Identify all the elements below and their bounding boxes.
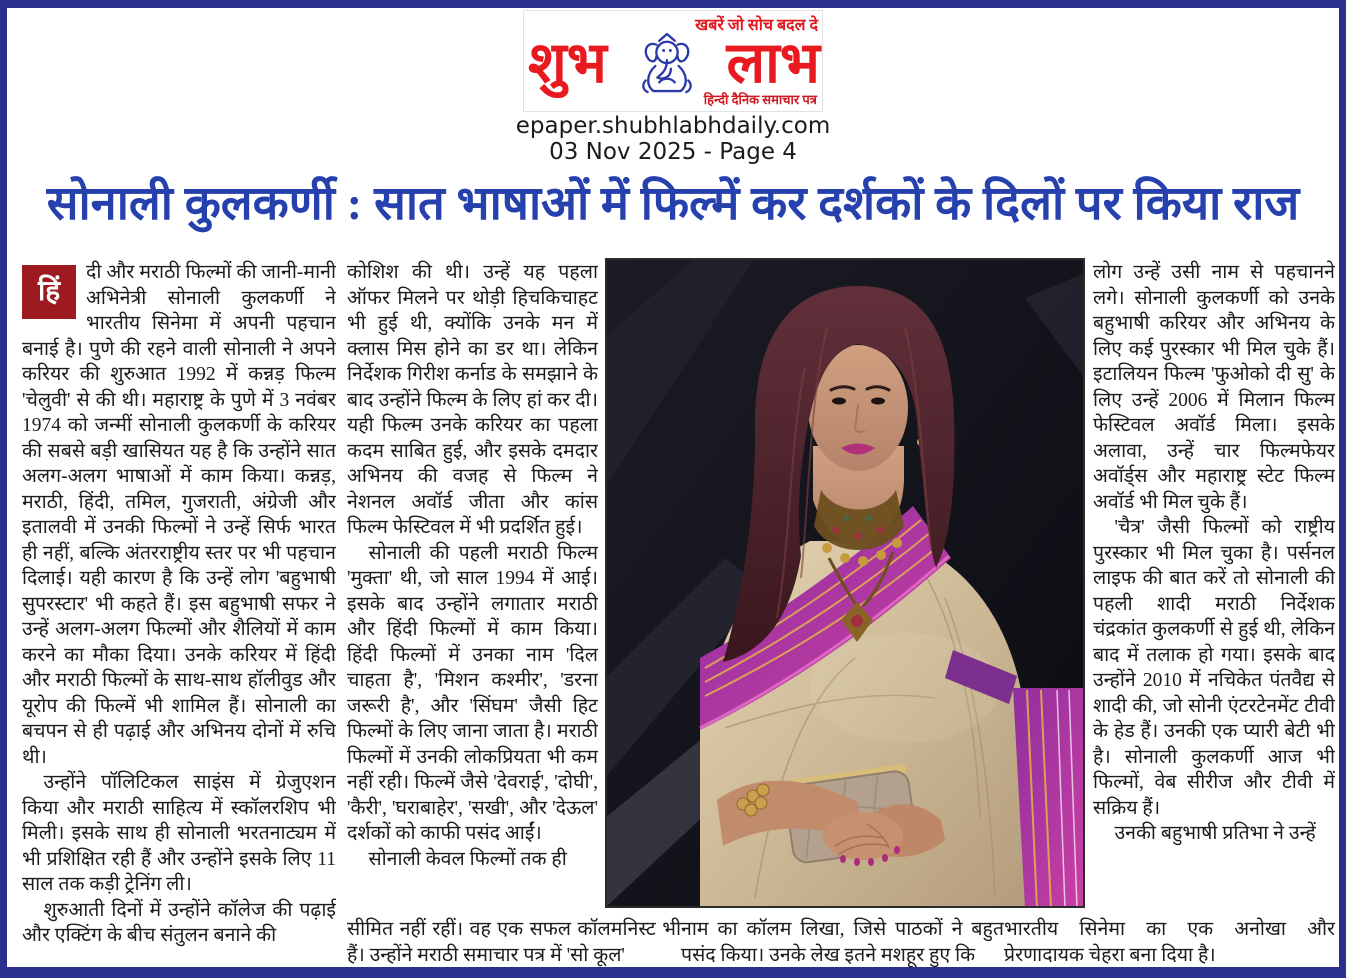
column-1-text [22,260,336,949]
paragraph: सोनाली केवल फिल्मों तक ही [368,848,567,870]
article-photo [605,258,1085,908]
masthead-tagline: खबरें जो सोच बदल दे [695,17,818,34]
paragraph: 'चैत्र' जैसी फिल्मों को राष्ट्रीय पुरस्कार भी मिल चुका है। पर्सनल लाइफ की बात करें तो सोनाली की पहली शादी मराठी निर्देशक चंद्रकांत कुलकर्णी से हुई थी, लेकिन बाद में तलाक हो गया। इसके बाद उन्होंने 2010 में नचिकेत पंतवैद्य से शादी की, जो सोनी एंटरटेनमेंट टीवी के हेड हैं। उनकी एक प्यारी बेटी भी है। सोनाली कुलकर्णी आज भी फिल्मों, वेब सीरीज और टीवी में सक्रिय हैं। [1093,517,1335,819]
column-3-continued: भारतीय सिनेमा का एक अनोखा और प्रेरणादायक चेहरा बना दिया है। [1004,919,1335,966]
article-column-1 [22,260,336,972]
below-photo-text: नाम का कॉलम लिखा, जिसे पाठकों ने बहुत पसंद किया। उनके लेख इतने मशहूर हुए कि [681,919,1004,966]
masthead-title-word1: शुभ [528,32,607,95]
article-column-2 [347,260,598,918]
date-page-line: 03 Nov 2025 - Page 4 [549,139,797,165]
paragraph: उन्होंने पॉलिटिकल साइंस में ग्रेजुएशन किया और मराठी साहित्य में स्कॉलरशिप भी मिली। इसके साथ ही सोनाली भरतनाट्यम में भी प्रशिक्षित रही हैं और उन्होंने इसके लिए 11 साल तक कड़ी ट्रेनिंग ली। [22,772,336,895]
masthead-subtitle: हिन्दी दैनिक समाचार पत्र [703,92,817,107]
paragraph: सोनाली की पहली मराठी फिल्म 'मुक्ता' थी, जो साल 1994 में आई। इसके बाद उन्होंने लगातार मराठी और हिंदी फिल्मों में काम किया। हिंदी फिल्मों में उनका नाम 'दिल चाहता है', 'मिशन कश्मीर', 'डरना जरूरी है', और 'सिंघम' जैसी हिट फिल्मों के लिए जाना जाता है। मराठी फिल्मों में उनकी लोकप्रियता भी कम नहीं रही। फिल्में जैसे 'देवराई', 'दोघी', 'कैरी', 'घराबाहेर', 'सखी', और 'देऊल' दर्शकों को काफी पसंद आईं। [347,542,598,844]
paragraph: उनकी बहुभाषी प्रतिभा ने उन्हें [1114,823,1316,844]
paragraph: कोशिश की थी। उन्हें यह पहला ऑफर मिलने पर थोड़ी हिचकिचाहट भी हुई थी, क्योंकि उनके मन में क्लास मिस होने का डर था। लेकिन निर्देशक गिरीश कर्नाड के समझाने के बाद उन्होंने फिल्म के लिए हां कर दी। यही फिल्म उनके करियर का पहला कदम साबित हुई, और इसके दमदार अभिनय की वजह से फिल्म ने नेशनल अवॉर्ड जीता और कांस फिल्म फेस्टिवल में भी प्रदर्शित हुई। [347,262,598,538]
masthead [523,10,823,112]
column-2-continued: सीमित नहीं रहीं। वह एक सफल कॉलमनिस्ट भी हैं। उन्होंने मराठी समाचार पत्र में 'सो कूल' [347,919,681,966]
masthead-title [528,31,820,97]
ganesha-icon [638,31,696,97]
portrait-illustration [605,258,1085,908]
dropcap: हिं [22,265,76,319]
paragraph: शुरुआती दिनों में उन्होंने कॉलेज की पढ़ाई और एक्टिंग के बीच संतुलन बनाने की [22,899,336,946]
paragraph: दी और मराठी फिल्मों की जानी-मानी अभिनेत्री सोनाली कुलकर्णी ने भारतीय सिनेमा में अपनी पहचान बनाई है। पुणे की रहने वाली सोनाली ने अपने करियर की शुरुआत 1992 में कन्नड़ फिल्म 'चेलुवी' से की थी। महाराष्ट्र के पुणे में 3 नवंबर 1974 को जन्मीं सोनाली कुलकर्णी के करियर की सबसे बड़ी खासियत यह है कि उन्होंने सात अलग-अलग भाषाओं में काम किया। कन्नड़, मराठी, हिंदी, तमिल, गुजराती, अंग्रेजी और इतालवी में उनकी फिल्मों ने उन्हें सिर्फ भारत ही नहीं, बल्कि अंतरराष्ट्रीय स्तर पर भी पहचान दिलाई। यही कारण है कि उन्हें लोग 'बहुभाषी सुपरस्टार' भी कहते हैं। इस बहुभाषी सफर ने उन्हें अलग-अलग फिल्मों और शैलियों में काम करने का मौका दिया। उनके करियर में हिंदी और मराठी फिल्मों के साथ-साथ हॉलीवुड और यूरोप की फिल्में भी शामिल हैं। सोनाली का बचपन से ही पढ़ाई और अभिनय दोनों में रुचि थी। [22,262,336,768]
article-headline: सोनाली कुलकर्णी : सात भाषाओं में फिल्में कर दर्शकों के दिलों पर किया राज [46,178,1300,230]
paragraph: लोग उन्हें उसी नाम से पहचानने लगे। सोनाली कुलकर्णी को उनके बहुभाषी करियर और अभिनय के लिए कई पुरस्कार भी मिल चुके हैं। इटालियन फिल्म 'फुओको दी सु' के लिए उन्हें 2006 में मिलान फिल्म फेस्टिवल अवॉर्ड मिला। इसके अलावा, उन्हें चार फिल्मफेयर अवॉर्ड्स और महाराष्ट्र स्टेट फिल्म अवॉर्ड भी मिल चुके हैं। [1093,262,1335,513]
page-border-top [0,0,1346,8]
epaper-url: epaper.shubhlabhdaily.com [515,113,831,139]
masthead-title-word2: लाभ [726,32,820,95]
article-column-3 [1093,260,1335,918]
